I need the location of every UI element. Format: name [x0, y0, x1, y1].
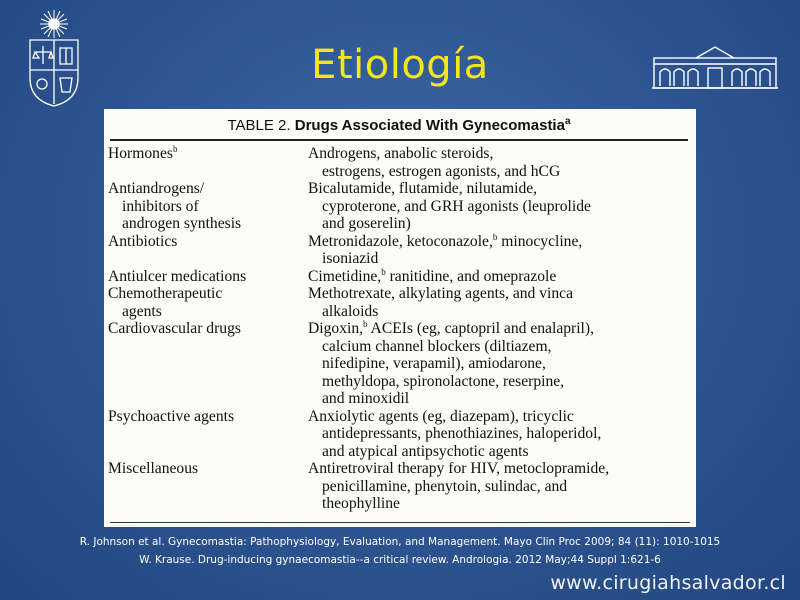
- drug-category: [108, 180, 308, 233]
- footnote-superscript: b: [492, 231, 498, 242]
- category-line: Antiulcer medications: [108, 267, 247, 285]
- slide-title: Etiología: [311, 42, 489, 88]
- drug-line: nifedipine, verapamil), amiodarone,: [322, 355, 546, 372]
- drug-category: [108, 268, 308, 286]
- category-line: Chemotherapeutic: [108, 285, 223, 302]
- category-line: Hormones$^b$: [108, 143, 178, 162]
- table-number: TABLE 2.: [227, 117, 291, 134]
- reference-2: W. Krause. Drug-inducing gynaecomastia--a critical review. Andrologia. 2012 May;44 Suppl 1:621-6: [139, 554, 661, 566]
- drug-text: minocycline,: [497, 232, 583, 250]
- drug-category: [108, 460, 308, 513]
- drug-list: [308, 408, 690, 461]
- drug-line: [308, 320, 690, 338]
- drug-line: Antiretroviral therapy for HIV, metoclopramide,: [308, 460, 610, 477]
- drug-line: alkaloids: [322, 302, 379, 320]
- table-row: [108, 268, 690, 286]
- drug-category: [108, 285, 308, 320]
- references: [0, 533, 800, 569]
- table-caption: [110, 113, 688, 141]
- table-body: [106, 145, 690, 513]
- drug-line: calcium channel blockers (diltiazem,: [322, 337, 552, 355]
- drug-list: [308, 285, 690, 320]
- drug-line: Methotrexate, alkylating agents, and vinca: [308, 285, 574, 302]
- drug-line: and goserelin): [322, 215, 411, 232]
- category-line: Antibiotics: [108, 232, 178, 250]
- drug-line: [308, 268, 690, 286]
- drug-text: ranitidine, and omeprazole: [385, 267, 557, 285]
- drug-list: [308, 460, 690, 513]
- drug-text: ACEIs (eg, captopril and enalapril),: [367, 320, 594, 337]
- category-line: Psychoactive agents: [108, 407, 235, 425]
- website-url: www.cirugiahsalvador.cl: [550, 572, 786, 594]
- category-line: inhibitors of: [122, 197, 199, 215]
- reference-1: R. Johnson et al. Gynecomastia: Pathophysiology, Evaluation, and Management. Mayo Clin Proc 2009; 84 (11): 1010-1015: [79, 536, 721, 548]
- table-row: [108, 145, 690, 180]
- drug-list: [308, 320, 690, 408]
- drug-category: [108, 233, 308, 268]
- category-line: Cardiovascular drugs: [108, 320, 241, 337]
- drug-line: Androgens, anabolic steroids,: [308, 145, 494, 162]
- table-title: Drugs Associated With Gynecomastia: [294, 117, 565, 134]
- table-row: [108, 460, 690, 513]
- drug-text: Digoxin,: [308, 320, 364, 337]
- drug-line: isoniazid: [322, 250, 379, 267]
- category-line: agents: [122, 302, 162, 320]
- drug-line: estrogens, estrogen agonists, and hCG: [322, 162, 561, 180]
- drug-list: [308, 145, 690, 180]
- drug-line: [308, 233, 690, 251]
- drugs-table: [104, 109, 696, 527]
- drug-category: [108, 408, 308, 461]
- drug-line: and minoxidil: [322, 390, 410, 407]
- drug-line: Bicalutamide, flutamide, nilutamide,: [308, 180, 538, 197]
- drug-text: Cimetidine,: [308, 267, 382, 285]
- table-row: [108, 285, 690, 320]
- table-row: [108, 408, 690, 461]
- drug-line: antidepressants, phenothiazines, haloperidol,: [322, 425, 602, 442]
- table-row: [108, 233, 690, 268]
- drug-list: [308, 233, 690, 268]
- drug-line: theophylline: [322, 495, 400, 512]
- drug-category: [108, 320, 308, 408]
- category-line: Miscellaneous: [108, 460, 199, 477]
- category-line: androgen synthesis: [122, 215, 242, 232]
- footnote-superscript: b: [363, 318, 368, 329]
- drug-line: Anxiolytic agents (eg, diazepam), tricyclic: [308, 407, 574, 425]
- drug-line: and atypical antipsychotic agents: [322, 442, 529, 460]
- drug-category: [108, 145, 308, 180]
- drug-line: cyproterone, and GRH agonists (leuprolide: [322, 197, 591, 215]
- footnote-superscript: b: [381, 266, 386, 277]
- table-row: [108, 180, 690, 233]
- drug-list: [308, 180, 690, 233]
- drug-line: methyldopa, spironolactone, reserpine,: [322, 372, 565, 390]
- table-bottom-rule: [110, 522, 690, 523]
- table-caption-superscript: a: [564, 116, 571, 127]
- drug-line: penicillamine, phenytoin, sulindac, and: [322, 477, 568, 495]
- drug-text: Metronidazole, ketoconazole,: [308, 232, 493, 250]
- footnote-superscript: b: [172, 143, 178, 154]
- table-row: [108, 320, 690, 408]
- drug-list: [308, 268, 690, 286]
- category-line: Antiandrogens/: [108, 180, 205, 197]
